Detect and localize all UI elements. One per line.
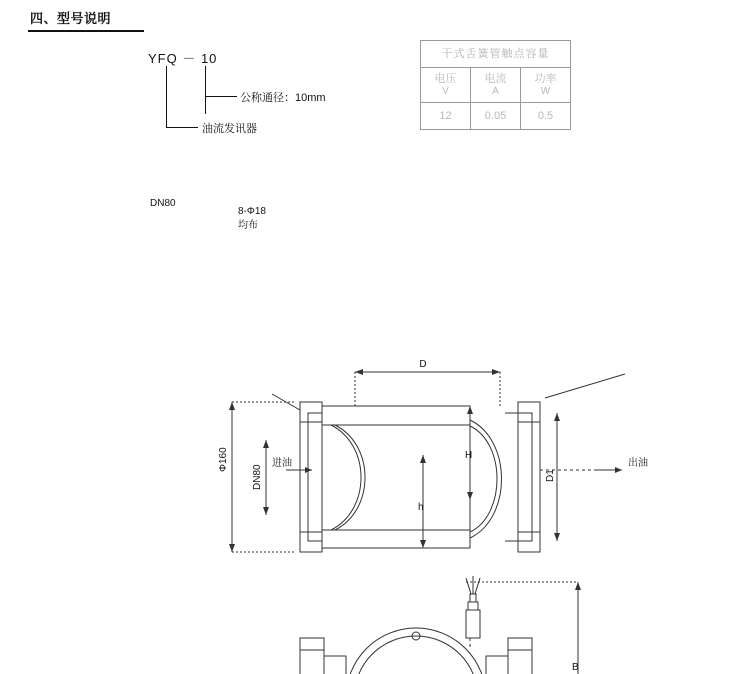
fv-body-circle-inner — [354, 636, 478, 674]
fv-right-neck — [486, 656, 508, 674]
label-H: H — [465, 450, 473, 461]
label-dn80-dim: DN80 — [252, 464, 263, 490]
leader-line-horizontal-1 — [205, 96, 237, 97]
body-rect — [322, 406, 473, 548]
flange-leader — [545, 374, 625, 398]
fv-left-flange — [300, 638, 324, 674]
table-header-voltage — [421, 68, 471, 103]
fv-right-flange — [508, 638, 532, 674]
col-name-voltage: 电压 — [434, 72, 457, 85]
table-row — [421, 41, 571, 68]
right-flange-outer — [518, 402, 540, 552]
label-inlet: 进油 — [272, 458, 292, 469]
label-bolt-note-2: 均布 — [238, 220, 258, 231]
table-row — [421, 103, 571, 130]
leader-line-vertical-1 — [205, 66, 206, 114]
label-D1: D1 — [545, 469, 556, 482]
table-title-cell: 干式舌簧管触点容量 — [421, 41, 571, 68]
contact-capacity-table — [420, 40, 571, 130]
col-unit-power: W — [540, 85, 551, 97]
device-name-label: 油流发讯器 — [202, 123, 257, 135]
label-h: h — [418, 502, 424, 513]
label-outlet: 出油 — [628, 458, 648, 469]
fv-left-neck — [324, 656, 346, 674]
title-underline — [28, 30, 144, 32]
fv-connector-collar — [468, 602, 478, 610]
fv-connector-body — [466, 610, 480, 638]
label-dn80-top: DN80 — [150, 198, 176, 209]
technical-drawing — [0, 170, 756, 674]
table-value-voltage: 12 — [421, 103, 471, 130]
model-code-text: YFQ － 10 — [148, 51, 218, 66]
nominal-diameter-label: 公称通径：10mm — [240, 92, 326, 104]
table-value-power: 0.5 — [521, 103, 571, 130]
front-view-group — [276, 576, 581, 674]
table-header-current — [471, 68, 521, 103]
table-value-current: 0.05 — [471, 103, 521, 130]
leader-line-vertical-2 — [166, 66, 167, 128]
leader-line-horizontal-2 — [166, 127, 198, 128]
col-unit-voltage: V — [442, 85, 449, 97]
table-row — [421, 68, 571, 103]
table-header-power — [521, 68, 571, 103]
label-bolt-note-1: 8-Φ18 — [238, 206, 266, 217]
col-name-current: 电流 — [484, 72, 507, 85]
page-title: 四、型号说明 — [30, 11, 112, 26]
right-flange-inner — [518, 413, 532, 541]
left-chamber-arc2 — [331, 425, 361, 530]
left-flange-outer — [300, 402, 322, 552]
fv-connector-stem — [470, 594, 476, 602]
fv-body-circle — [346, 628, 486, 674]
label-B: B — [572, 662, 579, 673]
col-name-power: 功率 — [534, 72, 557, 85]
col-unit-current: A — [492, 85, 499, 97]
label-phi160: Φ160 — [218, 447, 229, 472]
label-D: D — [419, 359, 427, 370]
left-flange-inner — [308, 413, 322, 541]
